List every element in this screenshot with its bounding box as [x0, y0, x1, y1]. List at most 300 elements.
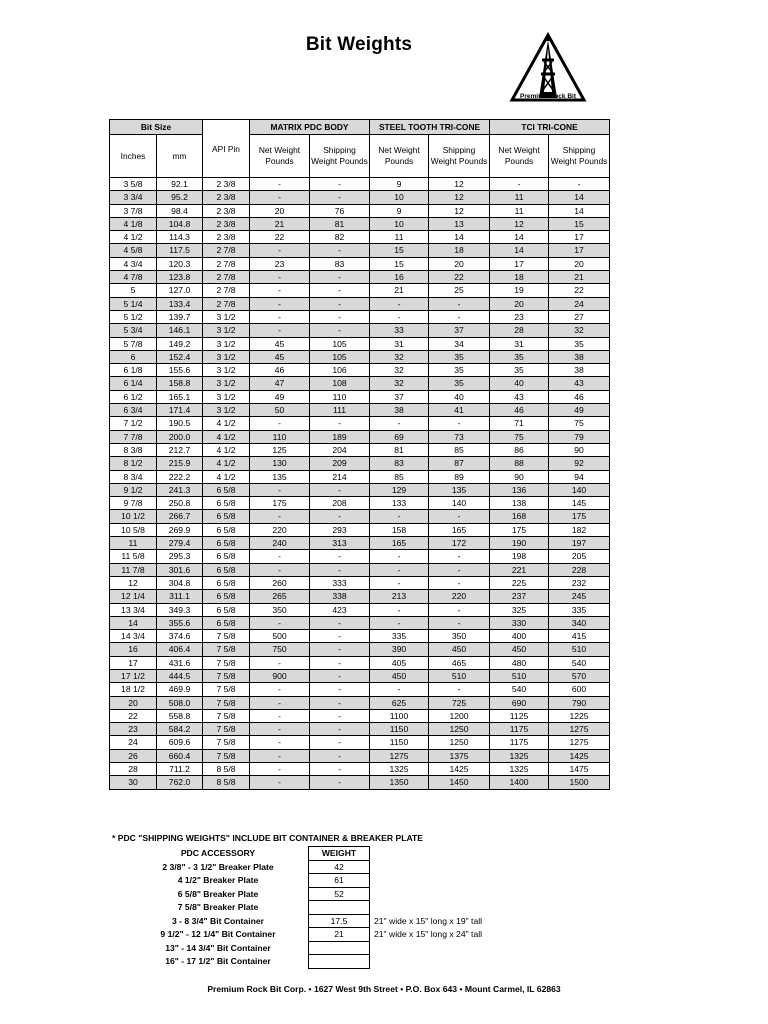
- cell-steel-ship: -: [429, 603, 490, 616]
- cell-tci-ship: 1475: [549, 763, 610, 776]
- cell-tci-net: 43: [490, 390, 549, 403]
- cell-mm: 212.7: [157, 443, 203, 456]
- cell-tci-ship: 92: [549, 457, 610, 470]
- table-row: [110, 364, 610, 377]
- cell-tci-ship: 228: [549, 563, 610, 576]
- cell-tci-ship: -: [549, 178, 610, 191]
- cell-matrix-ship: -: [310, 669, 370, 682]
- cell-inches: 9 1/2: [110, 483, 157, 496]
- cell-inches: 4 7/8: [110, 271, 157, 284]
- cell-matrix-net: 22: [250, 231, 310, 244]
- accessory-note: [370, 874, 483, 888]
- cell-steel-net: 390: [370, 643, 429, 656]
- cell-tci-ship: 20: [549, 257, 610, 270]
- cell-tci-net: 35: [490, 350, 549, 363]
- cell-matrix-ship: 423: [310, 603, 370, 616]
- cell-api-pin: 6 5/8: [203, 590, 250, 603]
- cell-api-pin: 3 1/2: [203, 350, 250, 363]
- table-row: [110, 204, 610, 217]
- cell-api-pin: 6 5/8: [203, 576, 250, 589]
- cell-matrix-net: -: [250, 763, 310, 776]
- cell-steel-ship: -: [429, 563, 490, 576]
- cell-api-pin: 3 1/2: [203, 404, 250, 417]
- cell-matrix-ship: 110: [310, 390, 370, 403]
- cell-steel-ship: 1250: [429, 723, 490, 736]
- cell-mm: 146.1: [157, 324, 203, 337]
- cell-tci-net: 1325: [490, 763, 549, 776]
- table-row: [110, 763, 610, 776]
- cell-matrix-net: -: [250, 510, 310, 523]
- cell-mm: 301.6: [157, 563, 203, 576]
- cell-steel-net: 165: [370, 537, 429, 550]
- cell-matrix-net: -: [250, 616, 310, 629]
- cell-tci-net: 510: [490, 669, 549, 682]
- cell-tci-net: 1175: [490, 723, 549, 736]
- cell-tci-ship: 15: [549, 217, 610, 230]
- cell-steel-ship: 725: [429, 696, 490, 709]
- cell-inches: 5 3/4: [110, 324, 157, 337]
- cell-matrix-ship: -: [310, 643, 370, 656]
- cell-steel-ship: -: [429, 417, 490, 430]
- cell-tci-net: 400: [490, 630, 549, 643]
- cell-mm: 508.0: [157, 696, 203, 709]
- cell-mm: 469.9: [157, 683, 203, 696]
- cell-steel-ship: 87: [429, 457, 490, 470]
- cell-api-pin: 3 1/2: [203, 390, 250, 403]
- cell-steel-net: -: [370, 310, 429, 323]
- cell-steel-net: -: [370, 563, 429, 576]
- cell-matrix-net: -: [250, 776, 310, 789]
- cell-steel-ship: 25: [429, 284, 490, 297]
- accessory-label: 7 5/8" Breaker Plate: [177, 902, 259, 912]
- cell-matrix-net: 45: [250, 337, 310, 350]
- table-row: [110, 523, 610, 536]
- cell-mm: 660.4: [157, 749, 203, 762]
- cell-api-pin: 7 5/8: [203, 736, 250, 749]
- cell-api-pin: 6 5/8: [203, 497, 250, 510]
- cell-matrix-net: -: [250, 310, 310, 323]
- cell-matrix-ship: -: [310, 616, 370, 629]
- cell-steel-net: 32: [370, 350, 429, 363]
- cell-mm: 200.0: [157, 430, 203, 443]
- cell-tci-ship: 510: [549, 643, 610, 656]
- cell-tci-ship: 94: [549, 470, 610, 483]
- cell-matrix-net: -: [250, 417, 310, 430]
- cell-steel-net: -: [370, 550, 429, 563]
- cell-steel-net: 213: [370, 590, 429, 603]
- cell-tci-net: 11: [490, 191, 549, 204]
- cell-inches: 6 3/4: [110, 404, 157, 417]
- cell-mm: 222.2: [157, 470, 203, 483]
- cell-inches: 3 5/8: [110, 178, 157, 191]
- cell-mm: 190.5: [157, 417, 203, 430]
- table-row: [110, 537, 610, 550]
- cell-mm: 269.9: [157, 523, 203, 536]
- cell-inches: 13 3/4: [110, 603, 157, 616]
- cell-inches: 6 1/8: [110, 364, 157, 377]
- accessory-row: [128, 901, 482, 915]
- cell-steel-net: 31: [370, 337, 429, 350]
- table-row: [110, 350, 610, 363]
- cell-tci-net: 136: [490, 483, 549, 496]
- accessory-header-row: [128, 847, 482, 861]
- cell-mm: 215.9: [157, 457, 203, 470]
- cell-inches: 7 7/8: [110, 430, 157, 443]
- cell-api-pin: 2 7/8: [203, 297, 250, 310]
- tci-net-header: Net Weight Pounds: [490, 135, 549, 178]
- cell-tci-net: 175: [490, 523, 549, 536]
- cell-steel-ship: -: [429, 510, 490, 523]
- table-row: [110, 656, 610, 669]
- table-row: [110, 257, 610, 270]
- table-row: [110, 404, 610, 417]
- cell-inches: 28: [110, 763, 157, 776]
- cell-steel-ship: 220: [429, 590, 490, 603]
- cell-steel-net: 83: [370, 457, 429, 470]
- table-row: [110, 616, 610, 629]
- cell-matrix-ship: -: [310, 483, 370, 496]
- cell-api-pin: 7 5/8: [203, 683, 250, 696]
- cell-api-pin: 7 5/8: [203, 656, 250, 669]
- cell-steel-ship: 35: [429, 364, 490, 377]
- cell-matrix-net: -: [250, 178, 310, 191]
- table-row: [110, 297, 610, 310]
- accessory-weight: [309, 901, 370, 915]
- cell-mm: 711.2: [157, 763, 203, 776]
- cell-steel-ship: 1425: [429, 763, 490, 776]
- cell-tci-ship: 1425: [549, 749, 610, 762]
- cell-matrix-ship: -: [310, 244, 370, 257]
- cell-matrix-ship: -: [310, 709, 370, 722]
- cell-mm: 139.7: [157, 310, 203, 323]
- cell-api-pin: 7 5/8: [203, 749, 250, 762]
- cell-inches: 11 5/8: [110, 550, 157, 563]
- cell-tci-net: 1125: [490, 709, 549, 722]
- cell-mm: 95.2: [157, 191, 203, 204]
- cell-matrix-net: 900: [250, 669, 310, 682]
- cell-tci-net: 40: [490, 377, 549, 390]
- cell-steel-ship: -: [429, 683, 490, 696]
- cell-steel-ship: 73: [429, 430, 490, 443]
- cell-steel-ship: 1375: [429, 749, 490, 762]
- cell-tci-ship: 35: [549, 337, 610, 350]
- cell-tci-net: 14: [490, 231, 549, 244]
- cell-tci-net: 28: [490, 324, 549, 337]
- cell-matrix-ship: -: [310, 284, 370, 297]
- cell-steel-ship: 510: [429, 669, 490, 682]
- cell-steel-ship: 35: [429, 377, 490, 390]
- cell-tci-net: 23: [490, 310, 549, 323]
- cell-mm: 406.4: [157, 643, 203, 656]
- accessory-row: [128, 928, 482, 942]
- table-row: [110, 191, 610, 204]
- cell-inches: 5: [110, 284, 157, 297]
- cell-tci-ship: 75: [549, 417, 610, 430]
- cell-mm: 374.6: [157, 630, 203, 643]
- cell-steel-ship: 40: [429, 390, 490, 403]
- cell-matrix-net: 135: [250, 470, 310, 483]
- cell-tci-ship: 79: [549, 430, 610, 443]
- cell-tci-ship: 49: [549, 404, 610, 417]
- cell-steel-ship: 12: [429, 191, 490, 204]
- table-row: [110, 430, 610, 443]
- table-row: [110, 284, 610, 297]
- cell-tci-ship: 145: [549, 497, 610, 510]
- cell-steel-ship: 85: [429, 443, 490, 456]
- cell-tci-net: 20: [490, 297, 549, 310]
- cell-tci-ship: 790: [549, 696, 610, 709]
- cell-steel-net: 10: [370, 191, 429, 204]
- table-row: [110, 696, 610, 709]
- inches-header: Inches: [110, 135, 157, 178]
- table-row: [110, 709, 610, 722]
- cell-matrix-net: 130: [250, 457, 310, 470]
- cell-steel-net: 33: [370, 324, 429, 337]
- cell-matrix-net: -: [250, 709, 310, 722]
- cell-inches: 12: [110, 576, 157, 589]
- cell-steel-ship: 140: [429, 497, 490, 510]
- cell-matrix-net: -: [250, 749, 310, 762]
- cell-steel-net: 9: [370, 204, 429, 217]
- cell-tci-net: 75: [490, 430, 549, 443]
- cell-tci-ship: 340: [549, 616, 610, 629]
- table-row: [110, 510, 610, 523]
- cell-steel-ship: 1200: [429, 709, 490, 722]
- cell-steel-ship: 18: [429, 244, 490, 257]
- cell-api-pin: 7 5/8: [203, 669, 250, 682]
- cell-matrix-ship: -: [310, 297, 370, 310]
- accessory-label: 16" - 17 1/2" Bit Container: [165, 956, 271, 966]
- cell-steel-ship: 350: [429, 630, 490, 643]
- table-row: [110, 377, 610, 390]
- cell-steel-ship: 20: [429, 257, 490, 270]
- cell-tci-net: 540: [490, 683, 549, 696]
- cell-mm: 349.3: [157, 603, 203, 616]
- cell-inches: 4 5/8: [110, 244, 157, 257]
- table-row: [110, 390, 610, 403]
- table-row: [110, 217, 610, 230]
- cell-matrix-net: 21: [250, 217, 310, 230]
- cell-tci-ship: 32: [549, 324, 610, 337]
- cell-matrix-net: 110: [250, 430, 310, 443]
- tci-header: TCI TRI-CONE: [490, 120, 610, 135]
- cell-matrix-net: -: [250, 271, 310, 284]
- table-row: [110, 244, 610, 257]
- cell-api-pin: 4 1/2: [203, 417, 250, 430]
- cell-matrix-net: 47: [250, 377, 310, 390]
- cell-steel-ship: 1450: [429, 776, 490, 789]
- cell-matrix-net: 45: [250, 350, 310, 363]
- cell-inches: 4 1/8: [110, 217, 157, 230]
- cell-matrix-ship: 82: [310, 231, 370, 244]
- cell-steel-ship: -: [429, 576, 490, 589]
- cell-inches: 12 1/4: [110, 590, 157, 603]
- cell-api-pin: 4 1/2: [203, 470, 250, 483]
- accessory-header: PDC ACCESSORY: [180, 848, 256, 858]
- cell-tci-ship: 14: [549, 204, 610, 217]
- cell-tci-net: 237: [490, 590, 549, 603]
- cell-matrix-net: 500: [250, 630, 310, 643]
- cell-matrix-net: -: [250, 244, 310, 257]
- cell-matrix-net: 49: [250, 390, 310, 403]
- cell-api-pin: 2 7/8: [203, 257, 250, 270]
- cell-matrix-net: -: [250, 683, 310, 696]
- cell-tci-net: 14: [490, 244, 549, 257]
- cell-tci-net: 690: [490, 696, 549, 709]
- cell-steel-net: 32: [370, 377, 429, 390]
- cell-tci-net: 71: [490, 417, 549, 430]
- cell-api-pin: 6 5/8: [203, 603, 250, 616]
- cell-steel-ship: 450: [429, 643, 490, 656]
- cell-mm: 114.3: [157, 231, 203, 244]
- table-row: [110, 483, 610, 496]
- cell-steel-net: -: [370, 297, 429, 310]
- cell-mm: 584.2: [157, 723, 203, 736]
- bit-size-header: Bit Size: [110, 120, 203, 135]
- cell-tci-ship: 17: [549, 231, 610, 244]
- cell-inches: 18 1/2: [110, 683, 157, 696]
- cell-tci-net: 330: [490, 616, 549, 629]
- cell-steel-net: 16: [370, 271, 429, 284]
- cell-steel-ship: -: [429, 616, 490, 629]
- cell-inches: 4 3/4: [110, 257, 157, 270]
- cell-matrix-net: -: [250, 723, 310, 736]
- cell-steel-ship: -: [429, 550, 490, 563]
- cell-steel-net: 335: [370, 630, 429, 643]
- cell-api-pin: 7 5/8: [203, 696, 250, 709]
- cell-mm: 104.8: [157, 217, 203, 230]
- accessory-note: [370, 901, 483, 915]
- cell-api-pin: 3 1/2: [203, 324, 250, 337]
- cell-matrix-net: -: [250, 656, 310, 669]
- cell-matrix-ship: -: [310, 696, 370, 709]
- cell-api-pin: 2 3/8: [203, 217, 250, 230]
- cell-matrix-ship: 209: [310, 457, 370, 470]
- table-row: [110, 603, 610, 616]
- cell-mm: 295.3: [157, 550, 203, 563]
- cell-mm: 250.8: [157, 497, 203, 510]
- cell-mm: 355.6: [157, 616, 203, 629]
- logo-text: Premium Rock Bit: [520, 93, 576, 100]
- table-row: [110, 630, 610, 643]
- cell-matrix-ship: 333: [310, 576, 370, 589]
- cell-mm: 558.8: [157, 709, 203, 722]
- cell-mm: 304.8: [157, 576, 203, 589]
- cell-matrix-ship: -: [310, 510, 370, 523]
- cell-tci-ship: 46: [549, 390, 610, 403]
- cell-matrix-ship: 105: [310, 337, 370, 350]
- cell-inches: 7 1/2: [110, 417, 157, 430]
- cell-matrix-ship: 338: [310, 590, 370, 603]
- cell-tci-net: 19: [490, 284, 549, 297]
- cell-steel-net: -: [370, 603, 429, 616]
- cell-steel-net: 69: [370, 430, 429, 443]
- cell-matrix-net: 50: [250, 404, 310, 417]
- table-row: [110, 457, 610, 470]
- cell-tci-net: 35: [490, 364, 549, 377]
- cell-mm: 149.2: [157, 337, 203, 350]
- cell-inches: 5 7/8: [110, 337, 157, 350]
- cell-steel-ship: 35: [429, 350, 490, 363]
- cell-tci-net: 46: [490, 404, 549, 417]
- cell-inches: 6 1/2: [110, 390, 157, 403]
- cell-steel-net: 1150: [370, 723, 429, 736]
- cell-matrix-net: 23: [250, 257, 310, 270]
- cell-tci-net: 325: [490, 603, 549, 616]
- accessory-row: [128, 887, 482, 901]
- cell-steel-ship: 37: [429, 324, 490, 337]
- cell-matrix-ship: 83: [310, 257, 370, 270]
- cell-mm: 241.3: [157, 483, 203, 496]
- cell-api-pin: 8 5/8: [203, 763, 250, 776]
- cell-steel-net: 81: [370, 443, 429, 456]
- cell-tci-net: 11: [490, 204, 549, 217]
- cell-tci-net: 168: [490, 510, 549, 523]
- cell-inches: 23: [110, 723, 157, 736]
- cell-inches: 20: [110, 696, 157, 709]
- cell-api-pin: 2 3/8: [203, 204, 250, 217]
- cell-tci-net: 90: [490, 470, 549, 483]
- cell-matrix-ship: 108: [310, 377, 370, 390]
- accessory-note: [370, 955, 483, 969]
- cell-api-pin: 8 5/8: [203, 776, 250, 789]
- cell-tci-ship: 175: [549, 510, 610, 523]
- footer-address: Premium Rock Bit Corp. • 1627 West 9th Street • P.O. Box 643 • Mount Carmel, IL 62863: [207, 984, 561, 994]
- cell-matrix-net: -: [250, 297, 310, 310]
- cell-steel-net: -: [370, 576, 429, 589]
- cell-tci-net: 1175: [490, 736, 549, 749]
- cell-matrix-ship: -: [310, 310, 370, 323]
- cell-matrix-net: -: [250, 563, 310, 576]
- cell-matrix-ship: 204: [310, 443, 370, 456]
- cell-matrix-ship: -: [310, 191, 370, 204]
- table-row: [110, 683, 610, 696]
- steel-tooth-header: STEEL TOOTH TRI-CONE: [370, 120, 490, 135]
- cell-tci-net: 480: [490, 656, 549, 669]
- cell-matrix-ship: -: [310, 763, 370, 776]
- cell-matrix-net: -: [250, 324, 310, 337]
- cell-steel-net: 133: [370, 497, 429, 510]
- cell-api-pin: 6 5/8: [203, 563, 250, 576]
- cell-inches: 8 3/4: [110, 470, 157, 483]
- cell-tci-net: 190: [490, 537, 549, 550]
- cell-api-pin: 2 3/8: [203, 231, 250, 244]
- cell-inches: 11 7/8: [110, 563, 157, 576]
- cell-matrix-ship: 313: [310, 537, 370, 550]
- cell-tci-ship: 90: [549, 443, 610, 456]
- cell-matrix-ship: 106: [310, 364, 370, 377]
- table-row: [110, 443, 610, 456]
- cell-inches: 5 1/2: [110, 310, 157, 323]
- cell-mm: 165.1: [157, 390, 203, 403]
- cell-tci-ship: 27: [549, 310, 610, 323]
- table-row: [110, 550, 610, 563]
- table-row: [110, 470, 610, 483]
- cell-api-pin: 6 5/8: [203, 483, 250, 496]
- accessory-note: 21" wide x 15" long x 19" tall: [374, 915, 483, 926]
- cell-inches: 5 1/4: [110, 297, 157, 310]
- accessory-weight: [309, 955, 370, 969]
- cell-inches: 4 1/2: [110, 231, 157, 244]
- api-pin-header: API Pin: [203, 120, 250, 178]
- cell-inches: 8 1/2: [110, 457, 157, 470]
- accessory-row: [128, 874, 482, 888]
- cell-tci-ship: 140: [549, 483, 610, 496]
- accessory-row: [128, 955, 482, 969]
- cell-api-pin: 7 5/8: [203, 709, 250, 722]
- cell-steel-net: 450: [370, 669, 429, 682]
- cell-tci-ship: 197: [549, 537, 610, 550]
